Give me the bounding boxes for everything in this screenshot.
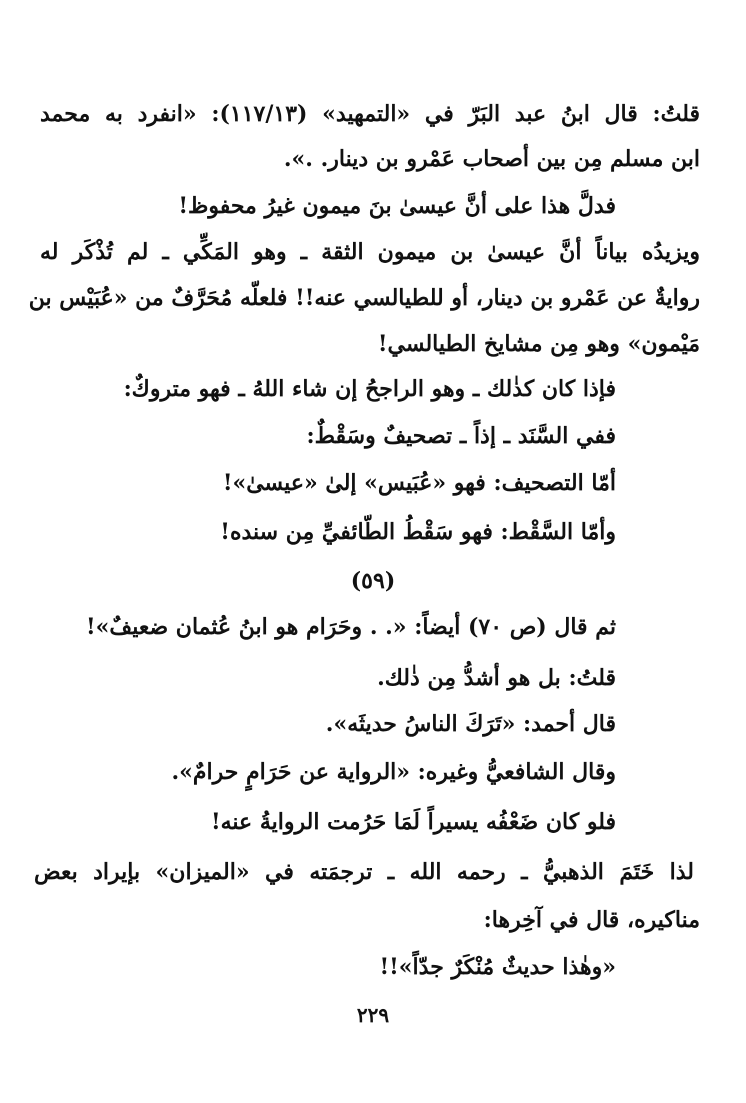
text-line-16: لذا خَتَمَ الذهبيُّ ـ رحمه الله ـ ترجمَته في «الميزان» بإيراد بعض (34, 859, 694, 885)
text-line-4: ويزيدُه بياناً أنَّ عيسىٰ بن ميمون الثقة ـ وهو المَكِّي ـ لم تُذْكَر له (40, 239, 700, 265)
text-line-15: فلو كان ضَعْفُه يسيراً لَمَا حَرُمت الروايةُ عنه! (210, 809, 616, 835)
text-line-6: مَيْمون» وهو مِن مشايخ الطيالسي! (377, 331, 700, 357)
text-line-9: أمّا التصحيف: فهو «عُبَيس» إلىٰ «عيسىٰ»! (222, 470, 616, 496)
text-line-1: قلتُ: قال ابنُ عبد البَرّ في «التمهيد» (١١٧/١٣): «انفرد به محمد (40, 101, 700, 127)
text-line-18: «وهٰذا حديثٌ مُنْكَرٌ جدّاً»!! (379, 954, 616, 980)
page-number: ٢٢٩ (356, 1003, 390, 1027)
section-number: (٥٩) (350, 568, 396, 594)
text-line-12: قلتُ: بل هو أشدُّ مِن ذٰلك. (377, 665, 616, 691)
text-line-14: وقال الشافعيُّ وغيره: «الرواية عن حَرَامٍ حرامٌ». (171, 759, 616, 785)
text-line-17: مناكيره، قال في آخِرها: (483, 907, 700, 933)
text-line-10: وأمّا السَّقْط: فهو سَقْطُ الطّائفيِّ مِن سنده! (220, 519, 616, 545)
text-line-7: فإذا كان كذٰلك ـ وهو الراجحُ إن شاء اللهُ ـ فهو متروكٌ: (123, 376, 616, 402)
text-line-11: ثم قال (ص ٧٠) أيضاً: «. . وحَرَام هو ابنُ عُثمان ضعيفٌ»! (86, 614, 616, 640)
text-line-3: فدلَّ هذا على أنَّ عيسىٰ بنَ ميمون غيرُ محفوظ! (178, 193, 616, 219)
text-line-2: ابن مسلم مِن بين أصحاب عَمْرو بن دينار. .». (283, 146, 700, 172)
text-line-8: ففي السَّنَد ـ إذاً ـ تصحيفٌ وسَقْطٌ: (306, 423, 616, 449)
text-line-5: روايةٌ عن عَمْرو بن دينار، أو للطيالسي عنه!! فلعلّه مُحَرَّفٌ من «عُبَيْس بن (28, 285, 700, 311)
text-line-13: قال أحمد: «تَرَكَ الناسُ حديثَه». (325, 711, 616, 737)
